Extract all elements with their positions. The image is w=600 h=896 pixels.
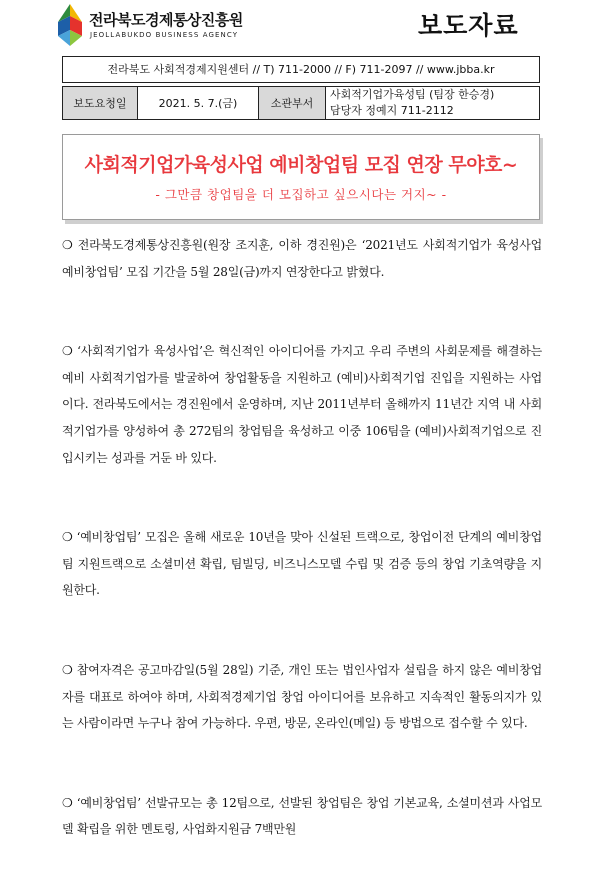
organization-logo: [56, 4, 286, 48]
department-team: 사회적기업가육성팀 (팀장 한승경): [330, 88, 495, 101]
department-info: [326, 87, 540, 120]
paragraph-text: ‘예비창업팀’ 모집은 올해 새로운 10년을 맞아 신설된 트랙으로, 창업이전 단계의 예비창업팀 지원트랙으로 소셜미션 확립, 팀빌딩, 비즈니스모델 수립 및 검증 등의 창업 기초역량을 지원한다.: [62, 530, 542, 598]
headline-box: [62, 134, 540, 220]
circle-bullet-icon: ❍: [62, 530, 73, 545]
paragraph-text: ‘예비창업팀’ 선발규모는 총 12팀으로, 선발된 창업팀은 창업 기본교육, 소셜미션과 사업모델 확립을 위한 멘토링, 사업화지원금 7백만원: [62, 795, 542, 837]
document-type-title: 보도자료: [418, 11, 519, 40]
headline-subtitle: - 그만큼 창업팀을 더 모집하고 싶으시다는 거지~ -: [155, 187, 447, 202]
headline-title: 사회적기업가육성사업 예비창업팀 모집 연장 무야호~: [84, 154, 518, 176]
paragraph: [62, 338, 542, 471]
circle-bullet-icon: ❍: [62, 238, 73, 252]
release-meta-table: [62, 86, 540, 120]
org-name-english: JEOLLABUKDO BUSINESS AGENCY: [90, 31, 239, 39]
department-contact: 담당자 정예지 711-2112: [330, 104, 454, 117]
request-date-value: 2021. 5. 7.(금): [138, 87, 259, 120]
paragraph-text: 참여자격은 공고마감일(5월 28일) 기준, 개인 또는 법인사업자 설립을 하지 않은 예비창업자를 대표로 하여야 하며, 사회적경제기업 창업 아이디어를 보유하고 지속적인 활동의지가 있는 사람이라면 누구나 참여 가능하다. 우편, 방문, 온라인(메일) 등 방법으로 접수할 수 있다.: [62, 662, 542, 731]
circle-bullet-icon: ❍: [62, 795, 73, 810]
circle-bullet-icon: ❍: [62, 662, 73, 677]
article-body: [62, 232, 542, 896]
department-label: 소관부서: [259, 87, 326, 120]
logo-mark-icon: [56, 4, 84, 46]
contact-info-bar: 전라북도 사회적경제지원센터 // T) 711-2000 // F) 711-2097 // www.jbba.kr: [62, 56, 540, 83]
org-name: 전라북도경제통상진흥원: [89, 11, 243, 29]
request-date-label: 보도요청일: [63, 87, 138, 120]
paragraph: [62, 524, 542, 604]
paragraph: [62, 790, 542, 843]
paragraph-text: 전라북도경제통상진흥원(원장 조지훈, 이하 경진원)은 ‘2021년도 사회적기업가 육성사업 예비창업팀’ 모집 기간을 5월 28일(금)까지 연장한다고 밝혔다.: [62, 238, 542, 279]
paragraph: [62, 232, 542, 285]
paragraph: [62, 657, 542, 737]
circle-bullet-icon: ❍: [62, 344, 73, 359]
paragraph-text: ‘사회적기업가 육성사업’은 혁신적인 아이디어를 가지고 우리 주변의 사회문제를 해결하는 예비 사회적기업가를 발굴하여 창업활동을 지원하고 (예비)사회적기업 진입을 지원하는 사업이다. 전라북도에서는 경진원에서 운영하며, 지난 2011년부터 올해까지 11년간 지역 내 사회적기업가를 양성하여 총 272팀의 창업팀을 육성하고 이중 106팀을 (예비)사회적기업으로 진입시키는 성과를 거둔 바 있다.: [62, 344, 542, 465]
